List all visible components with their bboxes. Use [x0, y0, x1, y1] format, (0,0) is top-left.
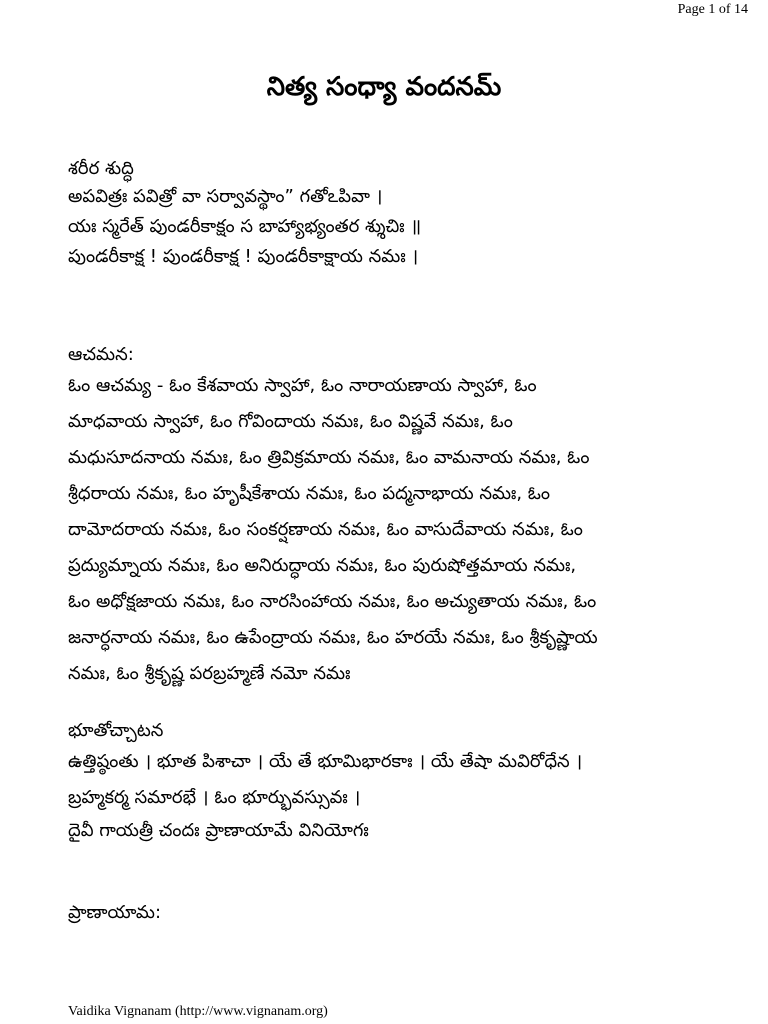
section-achamana	[68, 342, 748, 692]
verse-line: యః స్మరేత్ పుండరీకాక్షం స బాహ్యాభ్యంతర శ్శుచిః ॥	[68, 216, 422, 237]
verse-line: ఓం అధోక్షజాయ నమః, ఓం నారసింహాయ నమః, ఓం అచ్యుతాయ నమః, ఓం	[68, 591, 597, 612]
section-pranayama	[68, 900, 748, 926]
verse-line: పుండరీకాక్ష ! పుండరీకాక్ష ! పుండరీకాక్షాయ నమః ।	[68, 246, 419, 267]
section-bhutochchatana	[68, 718, 748, 846]
section-shareera-shuddhi	[68, 156, 748, 272]
verse-line: దైవీ గాయత్రీ చందః ప్రాణాయామే వినియోగః	[68, 820, 369, 841]
verse-line: మధుసూదనాయ నమః, ఓం త్రివిక్రమాయ నమః, ఓం వామనాయ నమః, ఓం	[68, 447, 590, 468]
verse-line: దామోదరాయ నమః, ఓం సంకర్షణాయ నమః, ఓం వాసుదేవాయ నమః, ఓం	[68, 519, 583, 540]
page-number: Page 1 of 14	[677, 2, 748, 17]
section-heading: శరీర శుద్ధి	[68, 158, 134, 179]
verse-line: అపవిత్రః పవిత్రో వా సర్వావస్థాం” గతోఽపివా ।	[68, 186, 383, 207]
verse-line: ప్రద్యుమ్నాయ నమః, ఓం అనిరుద్ధాయ నమః, ఓం పురుషోత్తమాయ నమః,	[68, 555, 577, 576]
verse-line: శ్రీధరాయ నమః, ఓం హృషీకేశాయ నమః, ఓం పద్మనాభాయ నమః, ఓం	[68, 483, 551, 504]
verse-line: ఉత్తిష్ఠంతు । భూత పిశాచా । యే తే భూమిభారకాః । యే తేషా మవిరోధేన ।	[68, 751, 583, 772]
page-title: నిత్య సంధ్యా వందనమ్	[266, 72, 502, 102]
verse-line: మాధవాయ స్వాహా, ఓం గోవిందాయ నమః, ఓం విష్ణవే నమః, ఓం	[68, 411, 513, 432]
section-heading: ప్రాణాయామ:	[68, 902, 162, 923]
section-heading: ఆచమన:	[68, 344, 134, 365]
section-heading: భూతోచ్చాటన	[68, 720, 164, 741]
verse-line: నమః, ఓం శ్రీకృష్ణ పరబ్రహ్మణే నమో నమః	[68, 663, 351, 684]
verse-line: జనార్ధనాయ నమః, ఓం ఉపేంద్రాయ నమః, ఓం హరయే నమః, ఓం శ్రీకృష్ణాయ	[68, 627, 598, 648]
verse-line: బ్రహ్మకర్మ సమారభే । ఓం భూర్భువస్సువః ।	[68, 787, 361, 808]
footer-credit: Vaidika Vignanam (http://www.vignanam.org)	[68, 1004, 328, 1019]
verse-line: ఓం ఆచమ్య - ఓం కేశవాయ స్వాహా, ఓం నారాయణాయ స్వాహా, ఓం	[68, 375, 537, 396]
